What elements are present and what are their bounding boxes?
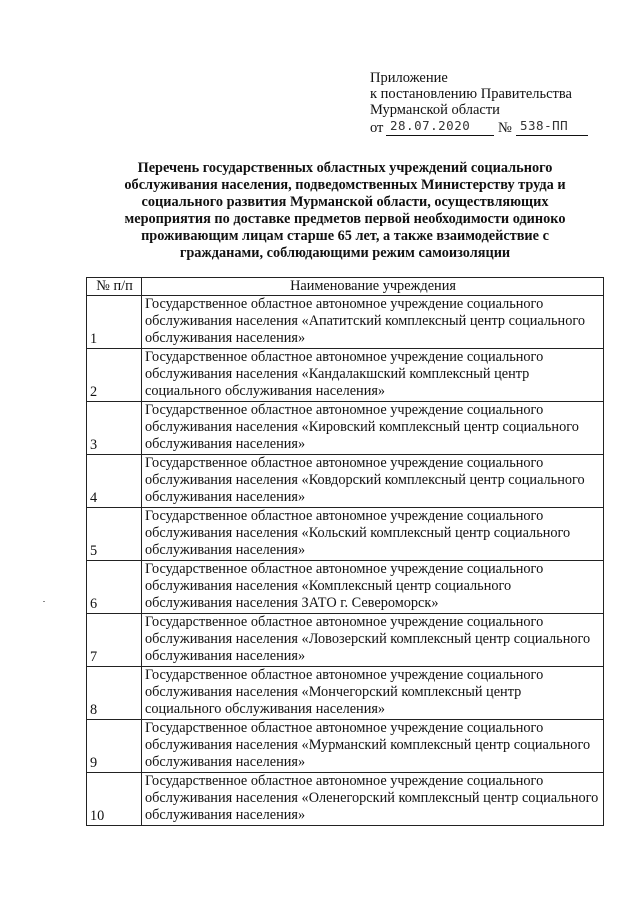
row-institution-name: Государственное областное автономное учреждение социального обслуживания населения «Кировский комплексный центр социального обслуживания населения» bbox=[142, 402, 604, 455]
number-underline bbox=[516, 135, 588, 136]
row-number: 1 bbox=[87, 296, 142, 349]
header-number: № п/п bbox=[87, 278, 142, 296]
row-institution-name: Государственное областное автономное учреждение социального обслуживания населения «Кандалакшский комплексный центр социального обслуживания населения» bbox=[142, 349, 604, 402]
table-row bbox=[87, 561, 604, 614]
row-institution-name: Государственное областное автономное учреждение социального обслуживания населения «Апатитский комплексный центр социального обслуживания населения» bbox=[142, 296, 604, 349]
table-row bbox=[87, 402, 604, 455]
header-name: Наименование учреждения bbox=[142, 278, 604, 296]
table-row bbox=[87, 349, 604, 402]
row-institution-name: Государственное областное автономное учреждение социального обслуживания населения «Мурманский комплексный центр социального обслуживания населения» bbox=[142, 720, 604, 773]
table-row bbox=[87, 614, 604, 667]
table-row bbox=[87, 296, 604, 349]
row-institution-name: Государственное областное автономное учреждение социального обслуживания населения «Комплексный центр социального обслуживания населения ЗАТО г. Североморск» bbox=[142, 561, 604, 614]
from-label: от bbox=[370, 120, 384, 136]
row-number: 7 bbox=[87, 614, 142, 667]
date-number-line bbox=[370, 118, 630, 136]
document-title: Перечень государственных областных учреждений социального обслуживания населения, подведомственных Министерству труда и социального развития Мурманской области, осуществляющих мероприятия по доставке предметов первой необходимости одиноко проживающим лицам старше 65 лет, а также взаимодействие с гражданами, соблюдающими режим самоизоляции bbox=[124, 160, 566, 261]
date-underline bbox=[386, 135, 494, 136]
scan-speck bbox=[43, 601, 45, 602]
table-row bbox=[87, 720, 604, 773]
row-institution-name: Государственное областное автономное учреждение социального обслуживания населения «Кольский комплексный центр социального обслуживания населения» bbox=[142, 508, 604, 561]
row-number: 8 bbox=[87, 667, 142, 720]
resolution-date: 28.07.2020 bbox=[390, 118, 471, 133]
row-institution-name: Государственное областное автономное учреждение социального обслуживания населения «Оленегорский комплексный центр социального обслуживания населения» bbox=[142, 773, 604, 826]
appendix-label: Приложение bbox=[370, 70, 448, 86]
row-number: 10 bbox=[87, 773, 142, 826]
row-number: 6 bbox=[87, 561, 142, 614]
row-number: 9 bbox=[87, 720, 142, 773]
row-institution-name: Государственное областное автономное учреждение социального обслуживания населения «Ковдорский комплексный центр социального обслуживания населения» bbox=[142, 455, 604, 508]
appendix-resolution-line: к постановлению Правительства bbox=[370, 86, 572, 102]
row-number: 4 bbox=[87, 455, 142, 508]
table-row bbox=[87, 773, 604, 826]
institutions-table bbox=[86, 277, 604, 826]
row-number: 3 bbox=[87, 402, 142, 455]
table-row bbox=[87, 508, 604, 561]
appendix-block bbox=[370, 70, 630, 136]
row-number: 2 bbox=[87, 349, 142, 402]
table-row bbox=[87, 667, 604, 720]
table-header-row bbox=[87, 278, 604, 296]
resolution-number: 538-ПП bbox=[520, 118, 569, 133]
table-row bbox=[87, 455, 604, 508]
appendix-region-line: Мурманской области bbox=[370, 102, 500, 118]
row-institution-name: Государственное областное автономное учреждение социального обслуживания населения «Мончегорский комплексный центр социального обслуживания населения» bbox=[142, 667, 604, 720]
number-label: № bbox=[498, 120, 512, 136]
row-number: 5 bbox=[87, 508, 142, 561]
row-institution-name: Государственное областное автономное учреждение социального обслуживания населения «Ловозерский комплексный центр социального обслуживания населения» bbox=[142, 614, 604, 667]
